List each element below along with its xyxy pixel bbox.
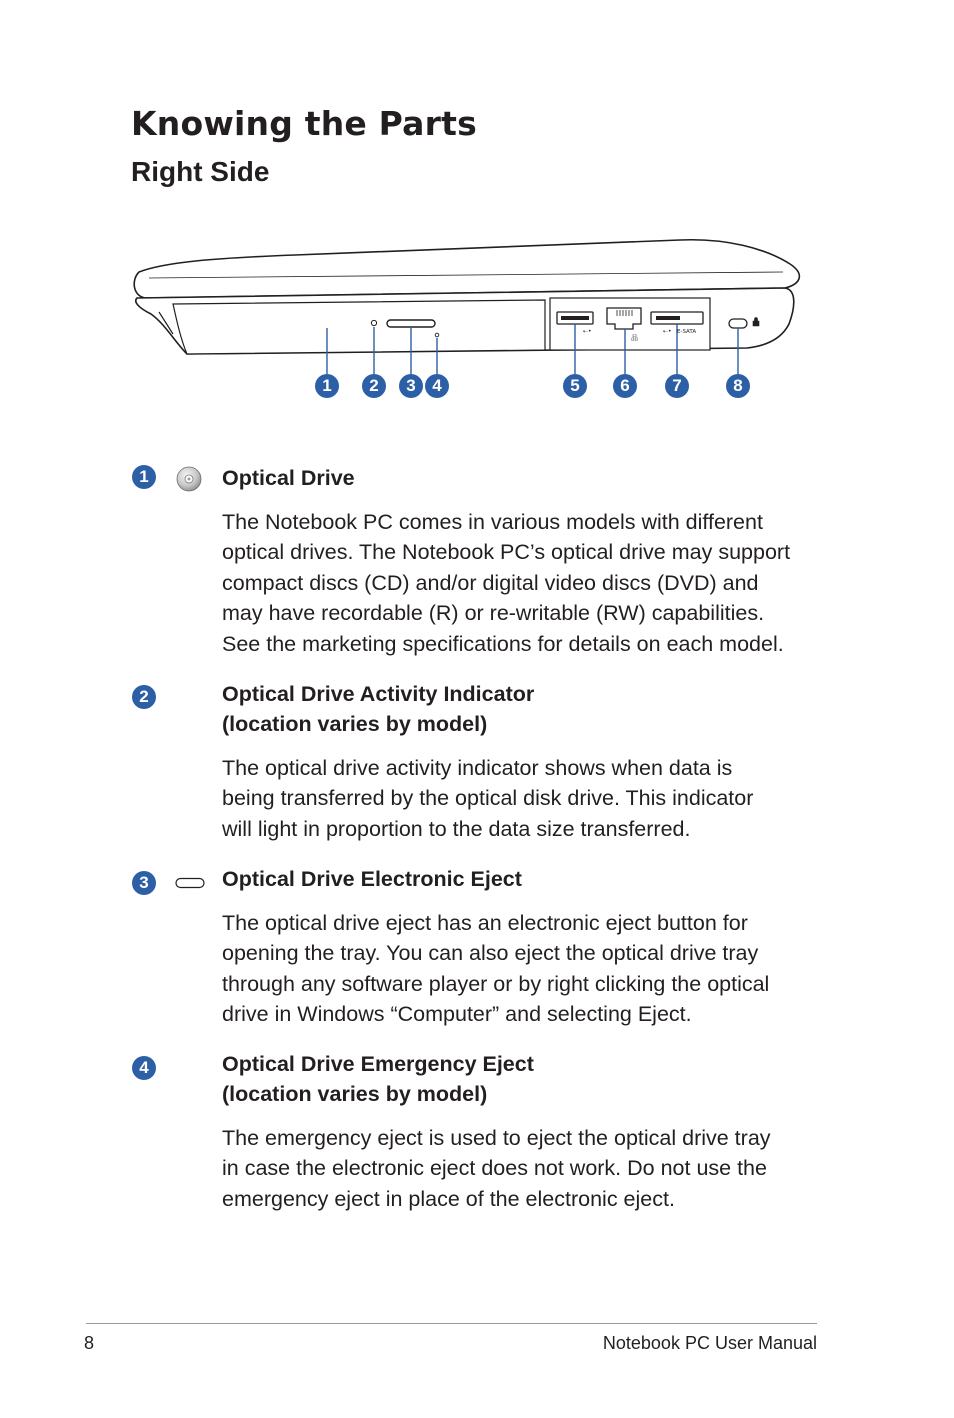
desc-line: The Notebook PC comes in various models with different	[222, 510, 763, 534]
item-heading: Optical Drive Electronic Eject	[222, 867, 522, 891]
item-number-badge: 1	[132, 465, 156, 489]
callout-8: 8	[726, 374, 750, 398]
callout-6: 6	[613, 374, 637, 398]
callout-4: 4	[425, 374, 449, 398]
svg-text:品: 品	[631, 334, 638, 342]
desc-line: emergency eject in place of the electronic eject.	[222, 1186, 675, 1211]
section-subtitle: Right Side	[131, 156, 270, 187]
callout-3: 3	[399, 374, 423, 398]
manual-title: Notebook PC User Manual	[602, 1333, 817, 1353]
desc-line: may have recordable (R) or re-writable (RW) capabilities.	[222, 601, 765, 626]
desc-line: The emergency eject is used to eject the optical drive tray	[222, 1126, 771, 1150]
desc-line: The optical drive activity indicator shows when data is	[222, 756, 733, 780]
item-description	[222, 908, 822, 1030]
item-number-badge: 3	[132, 871, 156, 895]
desc-line: in case the electronic eject does not work. Do not use the	[222, 1156, 767, 1181]
desc-line: See the marketing specifications for details on each model.	[222, 631, 784, 656]
item-description	[222, 1123, 822, 1214]
desc-line: being transferred by the optical disk drive. This indicator	[222, 786, 754, 811]
heading-line: Optical Drive Activity Indicator	[222, 682, 535, 706]
item-description	[222, 507, 822, 659]
page-title: Knowing the Parts	[131, 104, 477, 143]
esata-label: E-SATA	[677, 329, 697, 335]
footer-divider	[86, 1323, 817, 1324]
item-heading: Optical Drive	[222, 466, 355, 490]
callout-7: 7	[665, 374, 689, 398]
item-heading	[222, 1049, 822, 1109]
page-number: 8	[84, 1333, 95, 1353]
callout-1: 1	[315, 374, 339, 398]
desc-line: optical drives. The Notebook PC’s optical drive may support	[222, 540, 791, 565]
item-heading	[222, 679, 822, 739]
callout-2: 2	[362, 374, 386, 398]
item-number-badge: 4	[132, 1056, 156, 1080]
svg-text:⇠•: ⇠•	[583, 328, 592, 335]
heading-line: Optical Drive Emergency Eject	[222, 1052, 534, 1076]
desc-line: through any software player or by right clicking the optical	[222, 971, 770, 996]
callout-5: 5	[563, 374, 587, 398]
desc-line: will light in proportion to the data size transferred.	[222, 816, 691, 841]
desc-line: drive in Windows “Computer” and selecting Eject.	[222, 1002, 692, 1027]
item-number-badge: 2	[132, 685, 156, 709]
desc-line: compact discs (CD) and/or digital video discs (DVD) and	[222, 570, 759, 595]
heading-line: (location varies by model)	[222, 1082, 488, 1106]
desc-line: opening the tray. You can also eject the optical drive tray	[222, 941, 759, 966]
svg-text:⇠•: ⇠•	[663, 328, 672, 335]
item-description	[222, 753, 822, 844]
optical-disc-icon	[176, 466, 202, 496]
heading-line: (location varies by model)	[222, 712, 488, 736]
desc-line: The optical drive eject has an electronic eject button for	[222, 911, 748, 935]
eject-button-icon	[175, 874, 205, 893]
laptop-right-side-figure	[125, 228, 815, 408]
